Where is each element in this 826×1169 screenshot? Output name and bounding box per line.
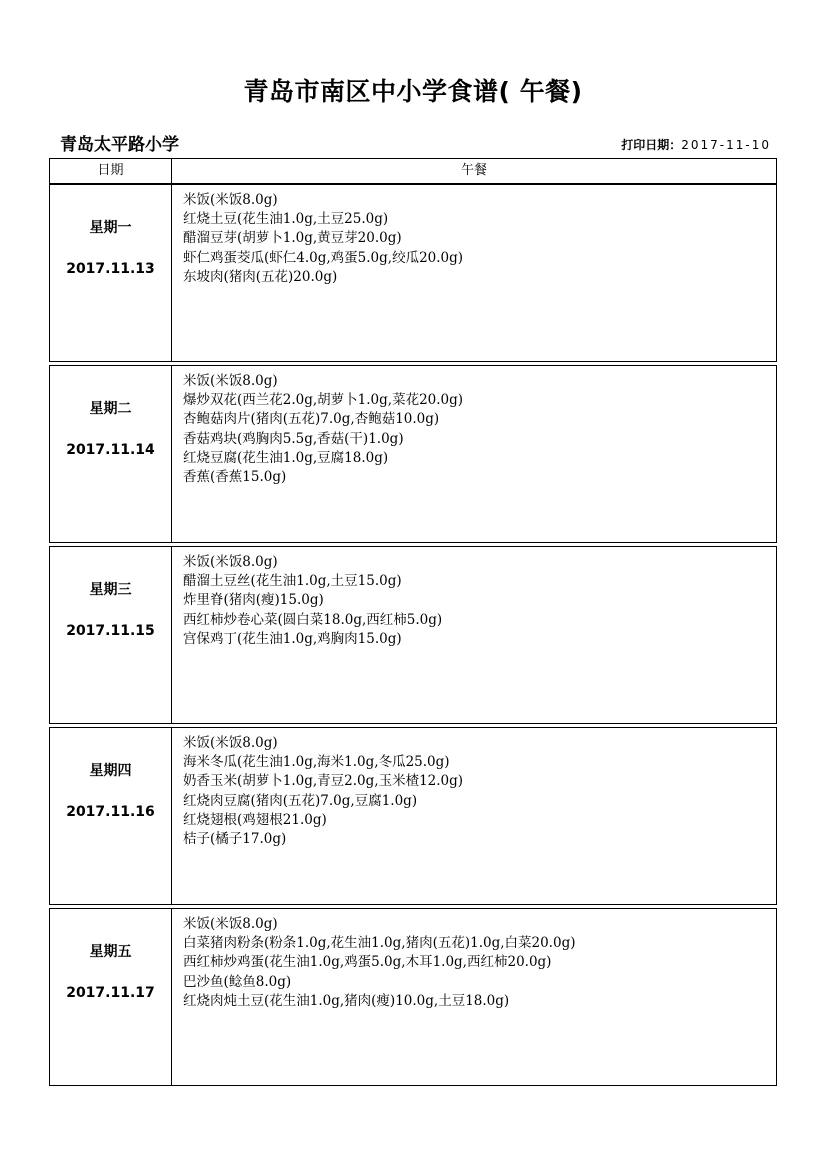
date-cell — [50, 909, 172, 1085]
print-date-value: 2017-11-10 — [681, 138, 771, 152]
meal-item: 红烧肉炖土豆(花生油1.0g,猪肉(瘦)10.0g,土豆18.0g) — [183, 992, 510, 1009]
meal-item: 醋溜豆芽(胡萝卜1.0g,黄豆芽20.0g) — [183, 230, 402, 247]
meal-cell — [172, 185, 776, 361]
meal-item: 奶香玉米(胡萝卜1.0g,青豆2.0g,玉米楂12.0g) — [183, 773, 464, 790]
meal-item: 西红柿炒鸡蛋(花生油1.0g,鸡蛋5.0g,木耳1.0g,西红柿20.0g) — [183, 954, 552, 971]
header-date: 日期 — [50, 159, 172, 183]
meal-item: 红烧翅根(鸡翅根21.0g) — [183, 811, 327, 828]
table-header — [49, 158, 777, 184]
date-cell — [50, 185, 172, 361]
meal-item: 桔子(橘子17.0g) — [183, 831, 287, 848]
meal-item: 东坡肉(猪肉(五花)20.0g) — [183, 268, 338, 285]
weekday-label: 星期五 — [89, 944, 132, 960]
weekday-label: 星期四 — [89, 763, 132, 779]
meal-item: 香菇鸡块(鸡胸肉5.5g,香菇(干)1.0g) — [183, 430, 404, 447]
date-label: 2017.11.16 — [66, 804, 155, 820]
date-label: 2017.11.13 — [66, 261, 155, 277]
meal-item: 红烧豆腐(花生油1.0g,豆腐18.0g) — [183, 449, 389, 466]
meal-item: 白菜猪肉粉条(粉条1.0g,花生油1.0g,猪肉(五花)1.0g,白菜20.0g) — [183, 935, 576, 952]
table-row — [49, 184, 777, 362]
meal-item: 红烧肉豆腐(猪肉(五花)7.0g,豆腐1.0g) — [183, 792, 418, 809]
meal-item: 米饭(米饭8.0g) — [183, 735, 278, 751]
meal-item: 海米冬瓜(花生油1.0g,海米1.0g,冬瓜25.0g) — [183, 754, 450, 771]
meal-item: 西红柿炒卷心菜(圆白菜18.0g,西红柿5.0g) — [183, 611, 443, 628]
meal-item: 巴沙鱼(鲶鱼8.0g) — [183, 973, 292, 990]
meal-cell — [172, 909, 776, 1085]
meal-item: 香蕉(香蕉15.0g) — [183, 469, 287, 486]
meal-item: 虾仁鸡蛋茭瓜(虾仁4.0g,鸡蛋5.0g,绞瓜20.0g) — [183, 249, 464, 266]
date-cell — [50, 366, 172, 542]
table-row — [49, 727, 777, 905]
date-label: 2017.11.14 — [66, 442, 155, 458]
meal-cell — [172, 366, 776, 542]
meal-cell — [172, 547, 776, 723]
table-row — [49, 365, 777, 543]
print-date — [621, 136, 771, 153]
meal-item: 米饭(米饭8.0g) — [183, 916, 278, 932]
date-cell — [50, 547, 172, 723]
weekday-label: 星期一 — [89, 220, 132, 236]
print-date-label: 打印日期： — [621, 138, 682, 152]
school-name: 青岛太平路小学 — [60, 135, 179, 155]
date-label: 2017.11.17 — [66, 985, 155, 1001]
weekday-label: 星期二 — [89, 401, 132, 417]
meal-item: 米饭(米饭8.0g) — [183, 554, 278, 570]
meal-item: 杏鲍菇肉片(猪肉(五花)7.0g,杏鲍菇10.0g) — [183, 411, 440, 428]
weekday-label: 星期三 — [89, 582, 132, 598]
header-meal: 午餐 — [460, 163, 487, 178]
meal-item: 醋溜土豆丝(花生油1.0g,土豆15.0g) — [183, 573, 402, 590]
table-row — [49, 546, 777, 724]
meal-item: 红烧土豆(花生油1.0g,土豆25.0g) — [183, 211, 389, 228]
meal-item: 炸里脊(猪肉(瘦)15.0g) — [183, 592, 324, 609]
date-cell — [50, 728, 172, 904]
meal-item: 米饭(米饭8.0g) — [183, 192, 278, 208]
meal-item: 爆炒双花(西兰花2.0g,胡萝卜1.0g,菜花20.0g) — [183, 392, 464, 409]
meal-item: 米饭(米饭8.0g) — [183, 373, 278, 389]
meal-item: 宫保鸡丁(花生油1.0g,鸡胸肉15.0g) — [183, 630, 402, 647]
meal-cell — [172, 728, 776, 904]
date-label: 2017.11.15 — [66, 623, 155, 639]
table-row — [49, 908, 777, 1086]
page-title: 青岛市南区中小学食谱( 午餐) — [243, 77, 583, 106]
